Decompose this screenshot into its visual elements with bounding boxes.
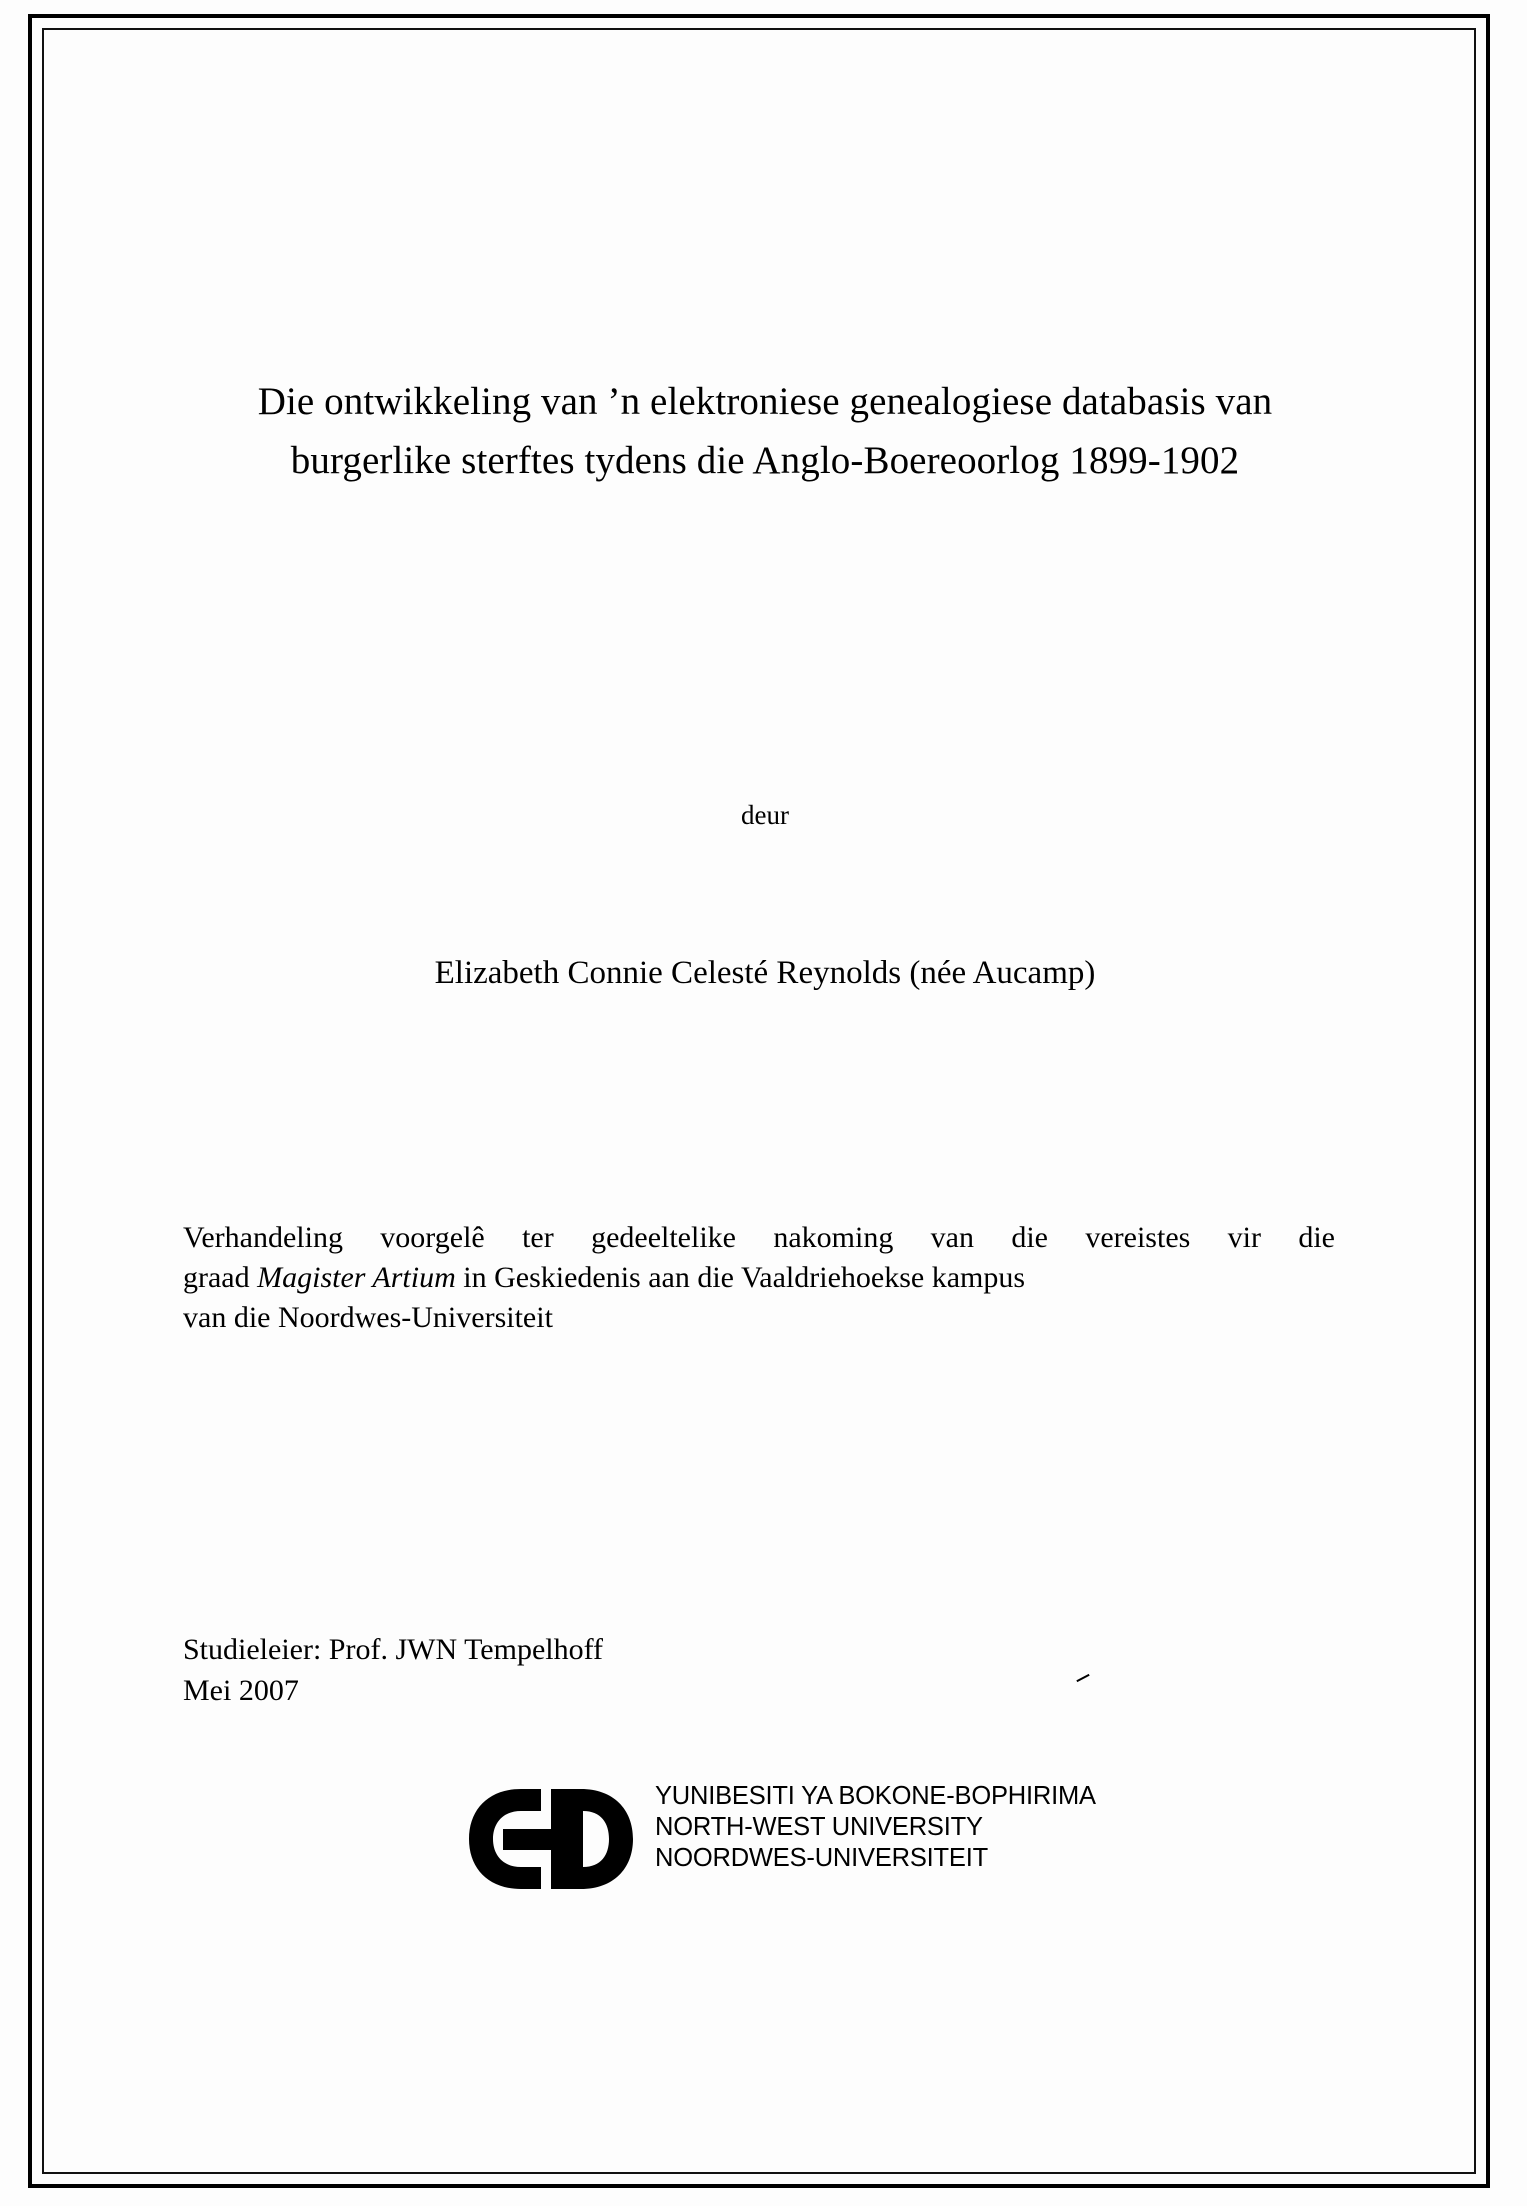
degree-statement: [183, 1218, 1335, 1338]
degree-statement-post: in Geskiedenis aan die Vaaldriehoekse kampus: [455, 1260, 1026, 1294]
university-logo-block: [463, 1775, 1103, 1903]
title-page-content: [175, 0, 1355, 2206]
degree-statement-line-1: Verhandeling voorgelê ter gedeeltelike nakoming van die vereistes vir die: [183, 1221, 1335, 1254]
by-label: deur: [741, 800, 789, 830]
supervisor-and-date: [183, 1630, 1083, 1711]
supervisor-line: Studieleier: Prof. JWN Tempelhoff: [183, 1633, 604, 1666]
logo-text-line-1: YUNIBESITI YA BOKONE-BOPHIRIMA: [655, 1782, 1096, 1810]
logo-text-line-3: NOORDWES-UNIVERSITEIT: [655, 1844, 988, 1873]
degree-statement-line-3: van die Noordwes-Universiteit: [183, 1300, 553, 1334]
title-line-1: Die ontwikkeling van ’n elektroniese genealogiese databasis van: [257, 380, 1273, 423]
degree-name-italic: Magister Artium: [257, 1260, 456, 1294]
logo-text-line-2: NORTH-WEST UNIVERSITY: [655, 1813, 983, 1842]
title-line-2: burgerlike sterftes tydens die Anglo-Boereoorlog 1899-1902: [290, 439, 1240, 483]
university-logo-text: [655, 1781, 1096, 1874]
degree-statement-pre: graad: [183, 1260, 258, 1294]
degree-statement-line-2: [183, 1258, 1335, 1298]
north-west-university-logo-icon: [463, 1783, 653, 1895]
date-line: Mei 2007: [183, 1671, 1083, 1712]
document-title: [175, 372, 1355, 491]
author-name: Elizabeth Connie Celesté Reynolds (née Aucamp): [434, 955, 1096, 991]
